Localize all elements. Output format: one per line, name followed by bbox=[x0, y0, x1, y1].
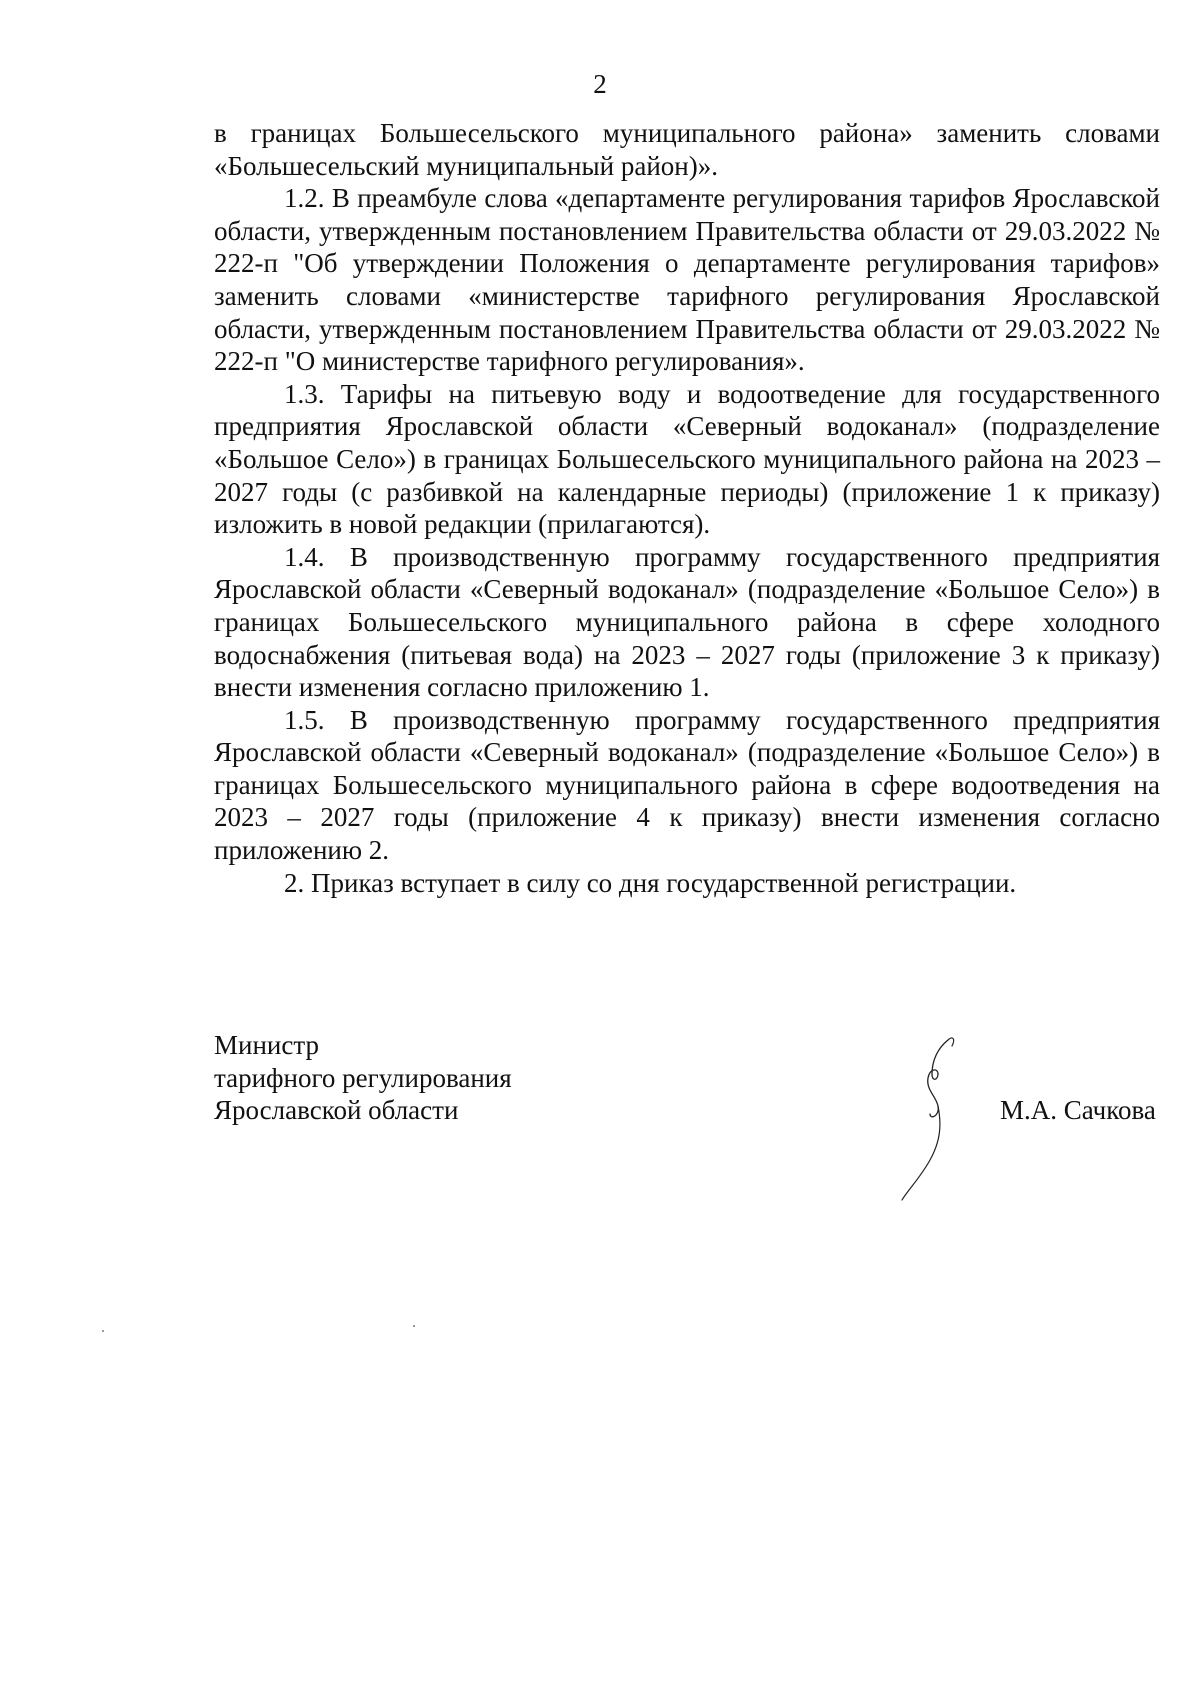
paragraph-1-3: 1.3. Тарифы на питьевую воду и водоотведение для государственного предприятия Ярославской области «Северный водоканал» (подразделение «Большое Село») в границах Большесельского муниципального района на 2023 – 2027 годы (с разбивкой на календарные периоды) (приложение 1 к приказу) изложить в новой редакции (прилагаются). bbox=[214, 378, 1160, 540]
signer-position-line: тарифного регулирования bbox=[214, 1062, 512, 1093]
handwritten-signature bbox=[880, 1030, 1000, 1205]
signer-name: М.А. Сачкова bbox=[1000, 1095, 1156, 1125]
signer-position-line: Министр bbox=[214, 1030, 319, 1060]
document-body bbox=[214, 117, 1160, 899]
scan-speck bbox=[102, 1330, 104, 1332]
paragraph-2: 2. Приказ вступает в силу со дня государственной регистрации. bbox=[284, 867, 1017, 898]
paragraph-1-4: 1.4. В производственную программу государственного предприятия Ярославской области «Северный водоканал» (подразделение «Большое Село») в границах Большесельского муниципального района в сфере холодного водоснабжения (питьевая вода) на 2023 – 2027 годы (приложение 3 к приказу) внести изменения согласно приложению 1. bbox=[214, 541, 1160, 703]
paragraph-1-2: 1.2. В преамбуле слова «департаменте регулирования тарифов Ярославской области, утвержденным постановлением Правительства области от 29.03.2022 № 222-п "Об утверждении Положения о департаменте регулирования тарифов» заменить словами «министерстве тарифного регулирования Ярославской области, утвержденным постановлением Правительства области от 29.03.2022 № 222-п "О министерстве тарифного регулирования». bbox=[214, 183, 1160, 377]
paragraph-1-5: 1.5. В производственную программу государственного предприятия Ярославской области «Северный водоканал» (подразделение «Большое Село») в границах Большесельского муниципального района в сфере водоотведения на 2023 – 2027 годы (приложение 4 к приказу) внести изменения согласно приложению 2. bbox=[214, 704, 1160, 866]
signer-position-line: Ярославской области bbox=[214, 1095, 459, 1126]
page-number: 2 bbox=[593, 69, 607, 99]
signer-position bbox=[214, 1029, 512, 1127]
paragraph-continuation: в границах Большесельского муниципального района» заменить словами «Большесельский муниципальный район)». bbox=[214, 118, 1160, 181]
scan-speck bbox=[413, 1325, 415, 1327]
